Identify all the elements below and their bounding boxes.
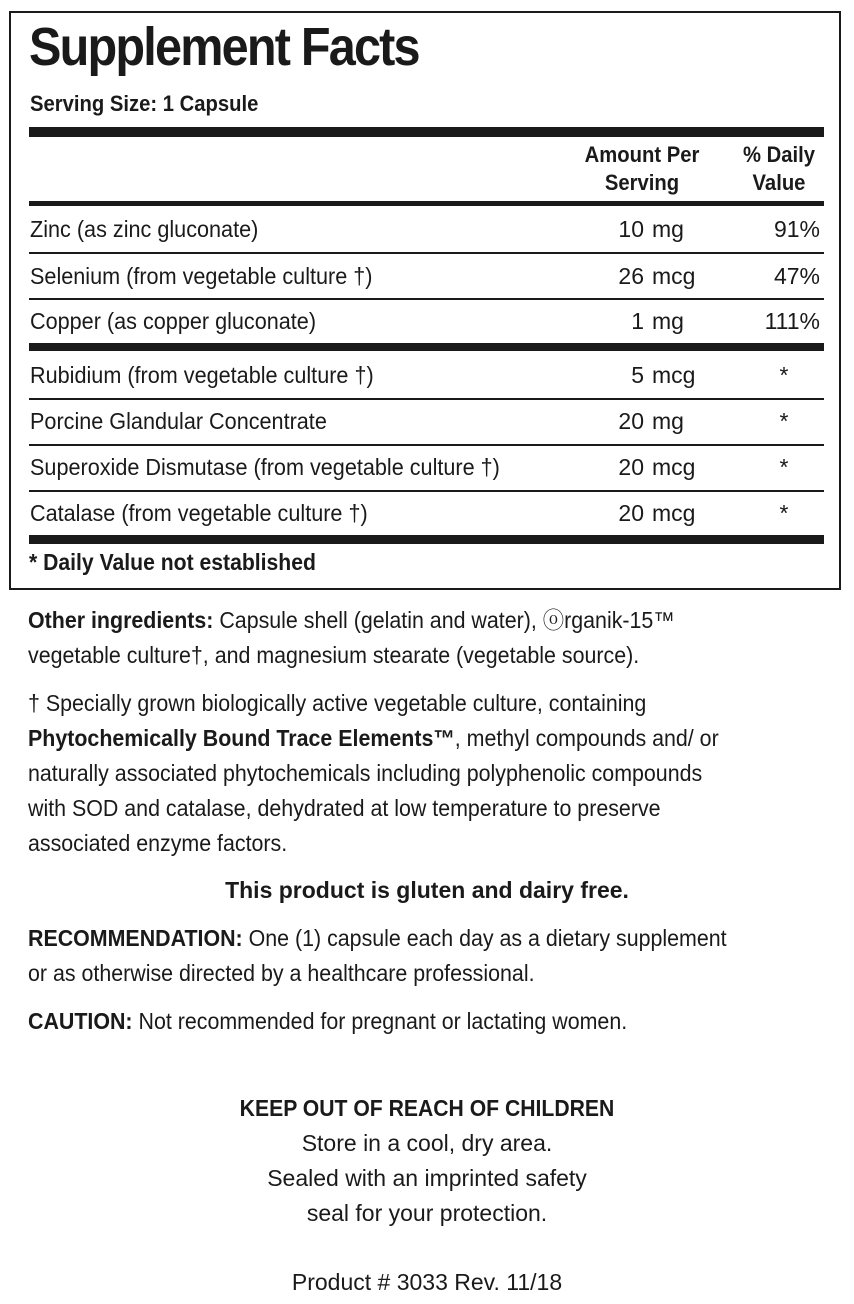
daily-value-footnote: * Daily Value not established <box>29 549 316 575</box>
panel-title: Supplement Facts <box>29 17 419 77</box>
nutrient-name: Catalase (from vegetable culture †) <box>30 500 368 526</box>
nutrient-amount: 20 <box>618 454 644 480</box>
other-ingredients: Other ingredients: Capsule shell (gelatin and water), ⓞrganik-15™ vegetable culture†, and magnesium stearate (vegetable source). <box>28 607 675 668</box>
amount-per-serving-header: Amount Per Serving <box>584 142 700 195</box>
gluten-dairy-free-note: This product is gluten and dairy free. <box>225 877 629 903</box>
nutrient-unit: mcg <box>652 454 696 480</box>
product-number: Product # 3033 Rev. 11/18 <box>291 1269 563 1295</box>
nutrient-amount: 5 <box>631 362 644 388</box>
nutrient-name: Zinc (as zinc gluconate) <box>30 216 259 242</box>
nutrient-row-zinc <box>29 206 824 252</box>
nutrient-row-selenium <box>29 253 824 299</box>
nutrient-name: Porcine Glandular Concentrate <box>30 408 327 434</box>
nutrient-amount: 20 <box>618 408 644 434</box>
caution: CAUTION: Not recommended for pregnant or lactating women. <box>28 1008 628 1034</box>
nutrient-daily-value: 111% <box>764 308 820 334</box>
nutrient-unit: mg <box>652 216 684 242</box>
recommendation-label: RECOMMENDATION: <box>28 925 243 951</box>
section-thick-rule <box>29 343 824 351</box>
nutrient-row-porcine <box>29 398 824 444</box>
nutrient-daily-value: * <box>779 408 789 434</box>
bottom-thick-rule <box>29 535 824 544</box>
nutrient-row-rubidium <box>29 352 824 398</box>
keep-out-of-reach: KEEP OUT OF REACH OF CHILDREN <box>239 1095 615 1121</box>
culture-note: † Specially grown biologically active vegetable culture, containing Phytochemically Bound Trace Elements™, methyl compounds and/ or naturally associated phytochemicals including polyphenolic compounds with SOD and catalase, dehydrated at low temperature to preserve associated enzyme factors. <box>28 690 719 856</box>
nutrient-amount: 20 <box>618 500 644 526</box>
nutrient-daily-value: * <box>779 454 789 480</box>
nutrient-name: Rubidium (from vegetable culture †) <box>30 362 374 388</box>
other-ingredients-label: Other ingredients: <box>28 607 214 633</box>
nutrient-amount: 1 <box>631 308 644 334</box>
nutrient-daily-value: 47% <box>773 263 820 289</box>
nutrient-daily-value: * <box>779 362 789 388</box>
recommendation: RECOMMENDATION: One (1) capsule each day as a dietary supplement or as otherwise directed by a healthcare professional. <box>28 925 727 986</box>
nutrient-unit: mcg <box>652 263 696 289</box>
storage-line: Sealed with an imprinted safety <box>267 1165 587 1191</box>
supplement-facts-panel <box>9 11 841 590</box>
nutrient-unit: mcg <box>652 500 696 526</box>
caution-label: CAUTION: <box>28 1008 133 1034</box>
nutrient-row-catalase <box>29 490 824 536</box>
storage-line: seal for your protection. <box>306 1200 548 1226</box>
daily-value-header: % Daily Value <box>742 142 815 195</box>
nutrient-unit: mg <box>652 408 684 434</box>
nutrient-row-copper <box>29 298 824 344</box>
storage-line: Store in a cool, dry area. <box>301 1130 553 1156</box>
nutrient-unit: mg <box>652 308 684 334</box>
serving-size: Serving Size: 1 Capsule <box>30 91 259 116</box>
top-thick-rule <box>29 127 824 137</box>
nutrient-row-sod <box>29 444 824 490</box>
nutrient-name: Copper (as copper gluconate) <box>30 308 317 334</box>
nutrient-name: Superoxide Dismutase (from vegetable culture †) <box>30 454 500 480</box>
nutrient-amount: 10 <box>618 216 644 242</box>
nutrient-daily-value: 91% <box>773 216 820 242</box>
nutrient-daily-value: * <box>779 500 789 526</box>
nutrient-unit: mcg <box>652 362 696 388</box>
nutrient-amount: 26 <box>618 263 644 289</box>
storage-block <box>0 1091 854 1231</box>
nutrient-name: Selenium (from vegetable culture †) <box>30 263 373 289</box>
